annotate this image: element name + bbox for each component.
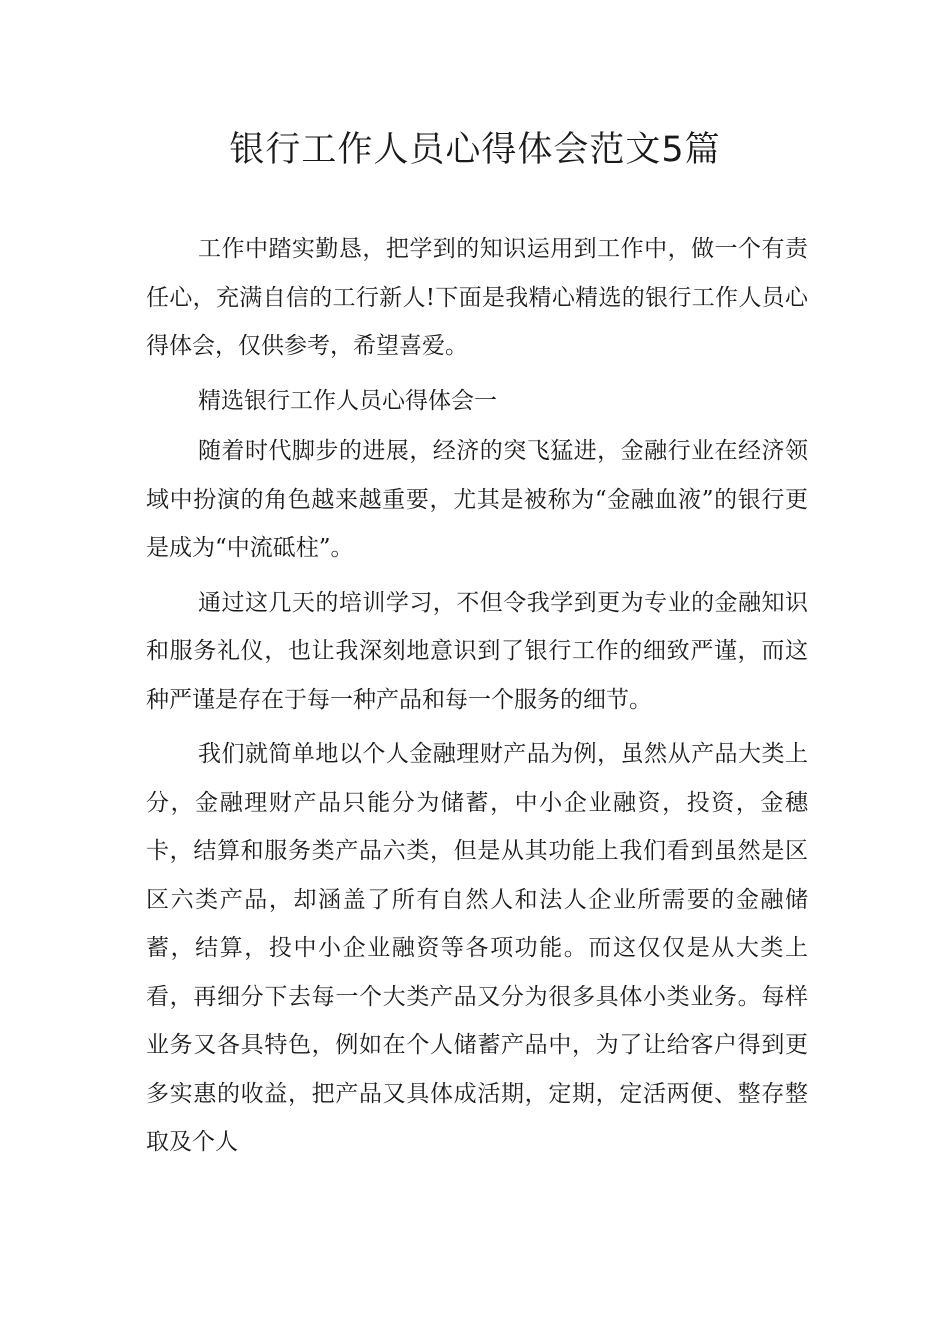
intro-paragraph: 工作中踏实勤恳，把学到的知识运用到工作中，做一个有责任心，充满自信的工行新人!下面是我精心精选的银行工作人员心得体会，仅供参考，希望喜爱。 [146,236,808,359]
document-title: 银行工作人员心得体会范文5篇 [229,130,721,170]
body-paragraph: 随着时代脚步的进展，经济的突飞猛进，金融行业在经济领域中扮演的角色越来越重要，尤其是被称为“金融血液”的银行更是成为“中流砥柱”。 [146,438,808,561]
document-body [146,225,808,1173]
section-heading: 精选银行工作人员心得体会一 [198,387,497,414]
body-paragraph: 通过这几天的培训学习，不但令我学到更为专业的金融知识和服务礼仪，也让我深刻地意识到了银行工作的细致严谨，而这种严谨是存在于每一种产品和每一个服务的细节。 [146,589,808,713]
body-paragraph: 我们就简单地以个人金融理财产品为例，虽然从产品大类上分，金融理财产品只能分为储蓄，中小企业融资，投资，金穗卡，结算和服务类产品六类，但是从其功能上我们看到虽然是区区六类产品，却涵盖了所有自然人和法人企业所需要的金融储蓄，结算，投中小企业融资等各项功能。而这仅仅是从大类上看，再细分下去每一个大类产品又分为很多具体小类业务。每样业务又各具特色，例如在个人储蓄产品中，为了让给客户得到更多实惠的收益，把产品又具体成活期，定期，定活两便、整存整取及个人 [146,741,808,1155]
